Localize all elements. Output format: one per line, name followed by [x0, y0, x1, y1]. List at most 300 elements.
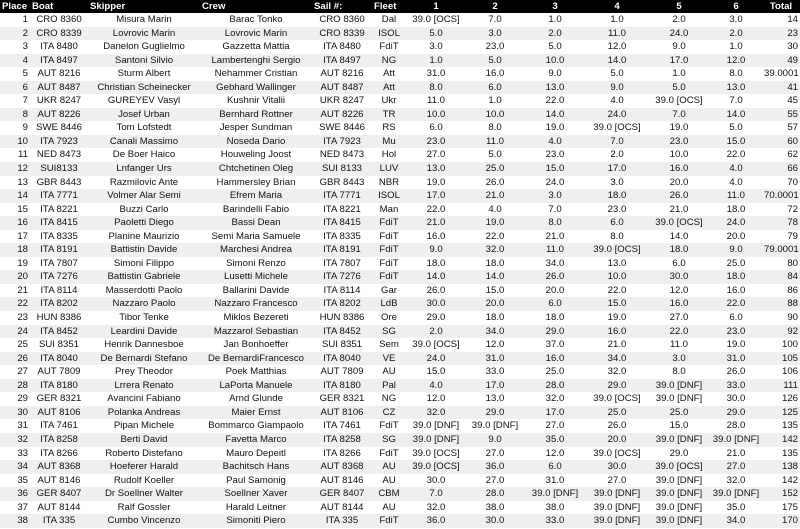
cell-race-2: 22.0 — [485, 230, 505, 242]
cell-race-4: 19.0 — [607, 312, 627, 324]
cell-sail: ITA 8335 — [323, 230, 361, 242]
cell-race-2: 12.0 — [485, 339, 505, 351]
cell-skipper: Rudolf Koeller — [113, 474, 175, 486]
cell-crew: Jesper Sundman — [219, 122, 293, 134]
cell-place: 24 — [0, 325, 30, 339]
cell-crew: Barac Tonko — [229, 14, 283, 25]
cell-sail: AUT 8146 — [320, 474, 364, 486]
cell-race-4: 39.0 [DNF] — [586, 487, 648, 501]
cell-sail: AUT 8144 — [320, 501, 364, 513]
col-header-race-1: 1 — [406, 0, 466, 13]
cell-place: 28 — [0, 379, 30, 393]
cell-race-4: 17.0 — [586, 162, 648, 176]
cell-total: 70 — [787, 176, 798, 188]
col-header-race-4: 4 — [586, 0, 648, 13]
cell-race-5: 39.0 [DNF] — [655, 501, 703, 513]
cell-boat: ITA 8180 — [30, 379, 88, 393]
cell-sail: ITA 8191 — [312, 243, 372, 257]
cell-race-2: 10.0 — [466, 108, 524, 122]
cell-race-4: 24.0 — [586, 108, 648, 122]
cell-race-1: 10.0 — [406, 108, 466, 122]
cell-race-4: 27.0 — [607, 474, 627, 486]
cell-race-1: 39.0 [OCS] — [412, 339, 460, 351]
cell-place: 26 — [0, 352, 30, 366]
cell-race-3: 19.0 — [545, 122, 565, 134]
cell-skipper: Nazzaro Paolo — [88, 297, 200, 311]
cell-boat: AUT 8106 — [30, 406, 88, 420]
cell-race-5: 21.0 — [669, 203, 689, 215]
cell-race-5: 39.0 [DNF] — [655, 393, 703, 405]
table-row — [0, 419, 800, 433]
cell-race-5: 29.0 — [669, 447, 689, 459]
cell-race-1: 39.0 [DNF] — [412, 420, 460, 432]
cell-sail: ITA 7923 — [312, 135, 372, 149]
table-row — [0, 203, 800, 217]
table-row — [0, 54, 800, 68]
cell-race-6: 12.0 — [710, 54, 762, 68]
cell-sail: SUI 8133 — [312, 162, 372, 176]
cell-skipper: Lovrovic Marin — [88, 27, 200, 41]
cell-sail: ITA 8114 — [323, 284, 361, 296]
cell-skipper: Planine Maurizio — [108, 230, 180, 242]
cell-total: 14 — [787, 14, 798, 25]
cell-crew: Noseda Dario — [200, 135, 312, 149]
cell-race-2: 16.0 — [485, 68, 505, 80]
cell-boat: ITA 7923 — [30, 135, 88, 149]
table-row — [0, 162, 800, 176]
table-row — [0, 379, 800, 393]
cell-fleet: TR — [372, 108, 406, 122]
cell-race-6: 35.0 — [726, 501, 746, 513]
cell-race-1: 14.0 — [406, 270, 466, 284]
cell-sail: ITA 335 — [312, 514, 372, 528]
cell-race-3: 6.0 — [524, 297, 586, 311]
cell-race-2: 32.0 — [466, 243, 524, 257]
cell-total: 72 — [787, 203, 798, 215]
cell-fleet: AU — [382, 366, 396, 378]
cell-skipper: Paoletti Diego — [88, 216, 200, 230]
cell-total: 70.0001 — [764, 190, 799, 202]
cell-fleet: FdiT — [372, 216, 406, 230]
cell-crew: Poek Matthias — [225, 366, 287, 378]
cell-race-4: 30.0 — [586, 460, 648, 474]
cell-fleet: CZ — [372, 406, 406, 420]
cell-boat: SUI8133 — [30, 162, 88, 176]
cell-sail: ITA 8266 — [323, 447, 361, 459]
cell-fleet: Mu — [372, 135, 406, 149]
cell-race-4: 39.0 [OCS] — [586, 243, 648, 257]
cell-place: 4 — [0, 54, 30, 68]
cell-race-3: 9.0 — [548, 68, 562, 80]
cell-skipper: Henrik Dannesboe — [104, 339, 184, 351]
cell-fleet: Att — [372, 81, 406, 95]
cell-skipper: Roberto Distefano — [105, 447, 183, 459]
cell-race-3: 1.0 — [548, 14, 562, 25]
cell-fleet: Ore — [381, 312, 397, 324]
cell-race-4: 25.0 — [586, 406, 648, 420]
cell-race-2: 36.0 — [466, 460, 524, 474]
cell-sail: ITA 7276 — [312, 270, 372, 284]
cell-crew: Bernhard Rottner — [200, 108, 312, 122]
cell-race-1: 36.0 — [406, 514, 466, 528]
cell-place: 7 — [22, 95, 28, 107]
cell-sail: ITA 8221 — [323, 203, 361, 215]
cell-race-3: 16.0 — [524, 352, 586, 366]
cell-fleet: NBR — [378, 176, 400, 188]
cell-total: 135 — [781, 420, 798, 432]
cell-skipper: Tom Lofstedt — [116, 122, 172, 134]
cell-race-1: 17.0 — [406, 189, 466, 203]
cell-race-4: 39.0 [DNF] — [593, 501, 641, 513]
table-row — [0, 447, 800, 461]
cell-sail: HUN 8386 — [319, 312, 365, 324]
cell-race-6: 4.0 — [729, 176, 743, 188]
table-row — [0, 243, 800, 257]
cell-boat: AUT 8144 — [37, 501, 81, 513]
cell-boat: ITA 8415 — [30, 216, 88, 230]
cell-race-3: 38.0 — [545, 501, 565, 513]
cell-race-2: 6.0 — [466, 81, 524, 95]
cell-race-4: 23.0 — [607, 203, 627, 215]
table-row — [0, 325, 800, 339]
cell-crew: Arnd Glunde — [229, 393, 283, 405]
cell-race-1: 11.0 — [427, 95, 445, 107]
cell-race-5: 30.0 — [648, 270, 710, 284]
cell-boat: SUI 8351 — [38, 339, 79, 351]
cell-sail: AUT 7809 — [320, 366, 364, 378]
cell-race-6: 33.0 — [710, 379, 762, 393]
cell-race-2: 21.0 — [466, 189, 524, 203]
cell-total: 88 — [762, 297, 800, 311]
cell-skipper: Avancini Fabiano — [107, 393, 181, 405]
cell-crew: Favetta Marco — [200, 433, 312, 447]
cell-race-4: 20.0 — [586, 433, 648, 447]
cell-race-5: 8.0 — [672, 366, 686, 378]
cell-race-1: 27.0 — [426, 149, 446, 161]
cell-race-5: 14.0 — [669, 230, 689, 242]
cell-fleet: FdiT — [379, 257, 399, 269]
cell-race-6: 30.0 — [726, 393, 746, 405]
cell-race-4: 21.0 — [607, 339, 627, 351]
cell-total: 39.0001 — [764, 68, 799, 80]
cell-race-1: 16.0 — [426, 230, 446, 242]
cell-race-1: 3.0 — [429, 41, 443, 53]
cell-boat: ITA 8191 — [30, 243, 88, 257]
cell-race-5: 16.0 — [648, 162, 710, 176]
cell-race-2: 18.0 — [485, 312, 505, 324]
cell-race-3: 15.0 — [524, 162, 586, 176]
cell-race-3: 14.0 — [524, 108, 586, 122]
cell-race-3: 7.0 — [548, 203, 562, 215]
cell-total: 92 — [762, 325, 800, 339]
col-header-race-5: 5 — [648, 0, 710, 13]
cell-crew: Chtchetinen Oleg — [200, 162, 312, 176]
cell-total: 142 — [781, 474, 798, 486]
cell-fleet: FdiT — [379, 230, 399, 242]
cell-race-4: 26.0 — [607, 420, 627, 432]
header-row — [0, 0, 800, 13]
cell-skipper: Danelon Guglielmo — [103, 41, 185, 53]
cell-fleet: FdiT — [379, 41, 399, 53]
col-header-fleet: Fleet — [372, 0, 406, 13]
col-header-place: Place — [0, 0, 30, 13]
cell-race-2: 7.0 — [488, 14, 502, 25]
cell-race-1: 39.0 [OCS] — [406, 460, 466, 474]
table-row — [0, 216, 800, 230]
cell-race-2: 14.0 — [466, 270, 524, 284]
cell-place: 9 — [22, 122, 28, 134]
cell-race-5: 3.0 — [648, 352, 710, 366]
cell-race-3: 33.0 — [524, 514, 586, 528]
cell-race-3: 37.0 — [545, 339, 565, 351]
cell-sail: GER 8321 — [319, 393, 365, 405]
cell-crew: Semi Maria Samuele — [211, 230, 301, 242]
cell-sail: ITA 7771 — [312, 189, 372, 203]
table-row — [0, 284, 800, 298]
table-row — [0, 94, 800, 108]
cell-crew: Ballarini Davide — [222, 284, 290, 296]
cell-race-1: 15.0 — [426, 366, 446, 378]
cell-race-3: 26.0 — [524, 270, 586, 284]
cell-boat: ITA 8480 — [40, 41, 78, 53]
cell-place: 10 — [0, 135, 30, 149]
cell-total: 135 — [781, 447, 798, 459]
cell-race-2: 9.0 — [466, 433, 524, 447]
cell-crew: Gazzetta Mattia — [222, 41, 290, 53]
cell-place: 5 — [22, 68, 28, 80]
cell-place: 20 — [0, 270, 30, 284]
cell-sail: CRO 8360 — [319, 14, 365, 25]
cell-boat: NED 8473 — [36, 149, 82, 161]
cell-total: 86 — [787, 284, 798, 296]
cell-race-4: 8.0 — [610, 230, 624, 242]
cell-place: 16 — [0, 216, 30, 230]
cell-race-2: 26.0 — [485, 176, 505, 188]
cell-race-5: 2.0 — [672, 14, 686, 25]
col-header-race-6: 6 — [710, 0, 762, 13]
cell-sail: GER 8407 — [312, 487, 372, 501]
cell-total: 84 — [762, 270, 800, 284]
cell-total: 175 — [781, 501, 798, 513]
cell-race-5: 18.0 — [648, 243, 710, 257]
cell-fleet: ISOL — [372, 27, 406, 41]
cell-race-6: 4.0 — [710, 162, 762, 176]
cell-crew: Soellner Xaver — [200, 487, 312, 501]
cell-race-5: 7.0 — [648, 108, 710, 122]
cell-fleet: Ukr — [381, 95, 397, 107]
cell-sail: ITA 8258 — [312, 433, 372, 447]
cell-race-1: 23.0 — [406, 135, 466, 149]
cell-total: 55 — [762, 108, 800, 122]
cell-skipper: Dr Soellner Walter — [88, 487, 200, 501]
cell-boat: GBR 8443 — [36, 176, 82, 188]
cell-place: 36 — [0, 487, 30, 501]
cell-crew: Barindelli Fabio — [222, 203, 290, 215]
cell-race-5: 39.0 [DNF] — [655, 474, 703, 486]
cell-race-2: 30.0 — [466, 514, 524, 528]
col-header-race-2: 2 — [466, 0, 524, 13]
cell-fleet: AU — [372, 460, 406, 474]
cell-race-5: 20.0 — [669, 176, 689, 188]
cell-crew: Lusetti Michele — [200, 270, 312, 284]
cell-race-3: 5.0 — [548, 41, 562, 53]
cell-race-2: 19.0 — [466, 216, 524, 230]
cell-race-4: 11.0 — [586, 27, 648, 41]
cell-race-4: 15.0 — [586, 297, 648, 311]
cell-race-2: 27.0 — [485, 447, 505, 459]
cell-race-5: 9.0 — [672, 41, 686, 53]
cell-total: 41 — [762, 81, 800, 95]
cell-place: 3 — [22, 41, 28, 53]
cell-race-4: 16.0 — [586, 325, 648, 339]
cell-crew: Miklos Bezereti — [223, 312, 289, 324]
cell-race-6: 20.0 — [726, 230, 746, 242]
cell-boat: UKR 8247 — [36, 95, 82, 107]
cell-total: 49 — [762, 54, 800, 68]
cell-race-6: 22.0 — [726, 149, 746, 161]
cell-fleet: NG — [372, 54, 406, 68]
cell-race-6: 22.0 — [710, 297, 762, 311]
cell-skipper: Battistin Davide — [88, 243, 200, 257]
cell-total: 66 — [762, 162, 800, 176]
cell-race-2: 1.0 — [488, 95, 502, 107]
cell-race-2: 5.0 — [488, 149, 502, 161]
cell-place: 6 — [0, 81, 30, 95]
cell-skipper: Simoni Filippo — [113, 257, 175, 269]
cell-place: 35 — [17, 474, 28, 486]
cell-sail: SUI 8351 — [321, 339, 362, 351]
cell-race-4: 10.0 — [586, 270, 648, 284]
cell-fleet: SG — [372, 325, 406, 339]
cell-total: 30 — [787, 41, 798, 53]
cell-race-4: 5.0 — [610, 68, 624, 80]
cell-race-1: 13.0 — [406, 162, 466, 176]
cell-race-1: 6.0 — [429, 122, 443, 134]
cell-race-5: 27.0 — [669, 312, 689, 324]
cell-total: 105 — [762, 352, 800, 366]
cell-race-1: 2.0 — [406, 325, 466, 339]
cell-race-5: 39.0 [DNF] — [648, 487, 710, 501]
cell-sail: ITA 8415 — [312, 216, 372, 230]
cell-race-6: 5.0 — [729, 122, 743, 134]
table-row — [0, 121, 800, 135]
cell-race-5: 15.0 — [669, 420, 689, 432]
cell-fleet: Dal — [381, 14, 397, 25]
cell-skipper: Leardini Davide — [88, 325, 200, 339]
cell-sail: ITA 8202 — [312, 297, 372, 311]
cell-race-6: 27.0 — [710, 460, 762, 474]
table-row — [0, 338, 800, 352]
cell-race-6: 32.0 — [726, 474, 746, 486]
cell-place: 31 — [17, 420, 28, 432]
cell-race-5: 16.0 — [648, 297, 710, 311]
cell-skipper: Buzzi Carlo — [119, 203, 169, 215]
cell-race-3: 8.0 — [524, 216, 586, 230]
table-row — [0, 257, 800, 271]
table-row — [0, 230, 800, 244]
cell-race-1: 24.0 — [406, 352, 466, 366]
table-row — [0, 474, 800, 488]
cell-place: 22 — [0, 297, 30, 311]
cell-race-6: 23.0 — [710, 325, 762, 339]
cell-fleet: AU — [382, 474, 396, 486]
cell-sail: AUT 8487 — [312, 81, 372, 95]
cell-skipper: De Bernardi Stefano — [88, 352, 200, 366]
table-row — [0, 460, 800, 474]
table-row — [0, 40, 800, 54]
cell-boat: AUT 8146 — [37, 474, 81, 486]
cell-sail: AUT 8368 — [312, 460, 372, 474]
cell-boat: GER 8321 — [36, 393, 82, 405]
table-row — [0, 297, 800, 311]
cell-total: 170 — [762, 514, 800, 528]
cell-race-1: 8.0 — [406, 81, 466, 95]
cell-race-3: 34.0 — [545, 257, 565, 269]
cell-race-2: 23.0 — [485, 41, 505, 53]
cell-race-6: 11.0 — [710, 189, 762, 203]
cell-boat: AUT 8368 — [30, 460, 88, 474]
cell-skipper: Santoni Silvio — [88, 54, 200, 68]
cell-crew: Paul Samonig — [226, 474, 286, 486]
cell-place: 23 — [17, 312, 28, 324]
cell-race-6: 16.0 — [726, 284, 746, 296]
cell-race-4: 12.0 — [607, 41, 627, 53]
cell-place: 11 — [18, 149, 28, 161]
cell-race-2: 20.0 — [466, 297, 524, 311]
cell-place: 37 — [17, 501, 28, 513]
cell-place: 27 — [17, 366, 28, 378]
cell-crew: Jan Bonhoeffer — [223, 339, 289, 351]
cell-place: 13 — [17, 176, 28, 188]
col-header-sail: Sail #: — [312, 0, 372, 13]
table-row — [0, 501, 800, 515]
cell-race-2: 11.0 — [466, 135, 524, 149]
cell-race-4: 3.0 — [610, 176, 624, 188]
cell-skipper: Battistin Gabriele — [88, 270, 200, 284]
cell-boat: HUN 8386 — [36, 312, 82, 324]
cell-fleet: ISOL — [372, 189, 406, 203]
cell-total: 126 — [781, 393, 798, 405]
cell-race-1: 1.0 — [406, 54, 466, 68]
cell-sail: CRO 8339 — [312, 27, 372, 41]
cell-boat: ITA 8114 — [40, 284, 78, 296]
cell-race-4: 2.0 — [610, 149, 624, 161]
cell-sail: ITA 8497 — [312, 54, 372, 68]
cell-skipper: Hoeferer Harald — [88, 460, 200, 474]
cell-boat: CRO 8339 — [30, 27, 88, 41]
table-row — [0, 392, 800, 406]
cell-skipper: Tibor Tenke — [119, 312, 169, 324]
cell-crew: Maier Ernst — [200, 406, 312, 420]
cell-race-3: 29.0 — [524, 325, 586, 339]
cell-race-6: 31.0 — [710, 352, 762, 366]
cell-crew: Gebhard Wallinger — [200, 81, 312, 95]
cell-sail: ITA 8480 — [323, 41, 361, 53]
cell-sail: ITA 8040 — [312, 352, 372, 366]
cell-race-2: 34.0 — [466, 325, 524, 339]
col-header-race-3: 3 — [524, 0, 586, 13]
cell-race-6: 24.0 — [710, 216, 762, 230]
cell-race-6: 15.0 — [710, 135, 762, 149]
cell-total: 90 — [787, 312, 798, 324]
cell-race-6: 8.0 — [729, 68, 743, 80]
cell-race-1: 29.0 — [426, 312, 446, 324]
cell-race-4: 39.0 [DNF] — [586, 514, 648, 528]
cell-crew: Nehammer Cristian — [214, 68, 298, 80]
cell-boat: ITA 8452 — [30, 325, 88, 339]
cell-race-6: 28.0 — [726, 420, 746, 432]
cell-race-1: 4.0 — [406, 379, 466, 393]
